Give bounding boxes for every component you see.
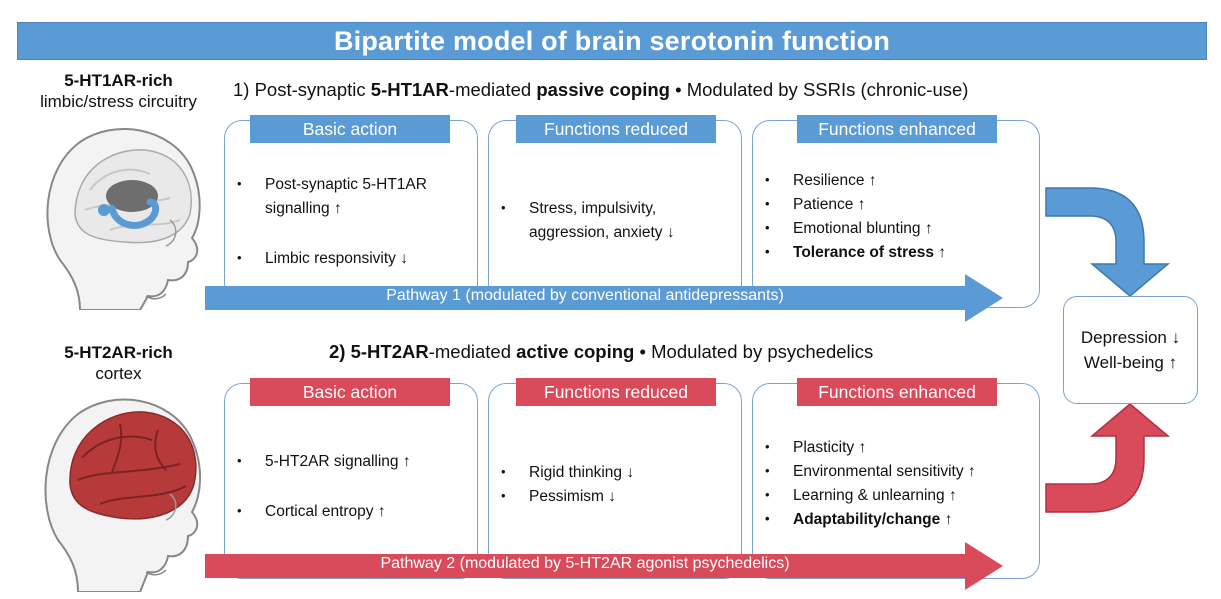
pathway-1-heading (233, 79, 968, 101)
list-item: • Resilience ↑ (765, 169, 1035, 193)
region-label-2-strong: 5-HT2AR-rich (64, 343, 173, 362)
pathway-2-heading-coping: active coping (516, 341, 635, 362)
pathway-1-heading-receptor: 5-HT1AR (370, 79, 449, 100)
pathway-2-functions-enhanced-title: Functions enhanced (797, 378, 997, 406)
pathway-2-arrow-label: Pathway 2 (modulated by 5-HT2AR agonist psychedelics) (380, 555, 790, 572)
list-item: • Pessimism ↓ (501, 485, 733, 509)
pathway-1-functions-reduced-title: Functions reduced (516, 115, 716, 143)
pathway-2-heading (329, 341, 873, 363)
pathway-2-functions-reduced-title: Functions reduced (516, 378, 716, 406)
diagram-title: Bipartite model of brain serotonin function (333, 25, 891, 56)
pathway-2-heading-mid: -mediated (428, 341, 517, 362)
pathway-2-heading-receptor: 2) 5-HT2AR (329, 341, 429, 362)
list-item: • Rigid thinking ↓ (501, 461, 733, 485)
list-item: • Cortical entropy ↑ (237, 500, 467, 524)
pathway-1-outcome-arrow (1040, 180, 1220, 300)
region-label-1-strong: 5-HT1AR-rich (64, 71, 173, 90)
pathway-2-basic-action-title: Basic action (250, 378, 450, 406)
pathway-1-functions-enhanced-list (765, 169, 1035, 265)
pathway-1-functions-reduced-list (501, 197, 733, 245)
list-item: • Tolerance of stress ↑ (765, 241, 1035, 265)
list-item: • Emotional blunting ↑ (765, 217, 1035, 241)
list-item: • Plasticity ↑ (765, 436, 1035, 460)
pathway-1-functions-enhanced-title: Functions enhanced (797, 115, 997, 143)
list-item: • Learning & unlearning ↑ (765, 484, 1035, 508)
pathway-2-basic-action-list (237, 450, 467, 524)
head-cortex-illustration (20, 380, 220, 592)
outcome-depression: Depression ↓ (1080, 328, 1181, 347)
diagram-title-bar (17, 22, 1207, 60)
list-item: • Adaptability/change ↑ (765, 508, 1035, 532)
pathway-2-functions-enhanced-list (765, 436, 1035, 532)
pathway-2-functions-reduced-list (501, 461, 733, 509)
pathway-2-heading-suffix: • Modulated by psychedelics (634, 341, 874, 362)
list-item: • Post-synaptic 5-HT1AR signalling ↑ (237, 173, 467, 221)
outcome-box (1063, 296, 1198, 404)
region-label-1 (6, 70, 231, 112)
pathway-2-outcome-arrow (1040, 402, 1220, 522)
pathway-1-arrow-label: Pathway 1 (modulated by conventional antidepressants) (386, 287, 784, 304)
pathway-1-heading-mid: -mediated (448, 79, 537, 100)
pathway-1-heading-suffix: • Modulated by SSRIs (chronic-use) (669, 79, 969, 100)
list-item: • Patience ↑ (765, 193, 1035, 217)
pathway-1-basic-action-list (237, 173, 467, 271)
pathway-1-heading-coping: passive coping (536, 79, 670, 100)
head-limbic-illustration (20, 110, 220, 310)
region-label-2 (6, 342, 231, 384)
list-item: • Environmental sensitivity ↑ (765, 460, 1035, 484)
outcome-well-being: Well-being ↑ (1083, 353, 1178, 372)
region-label-1-rest: limbic/stress circuitry (40, 92, 197, 111)
region-label-2-rest: cortex (95, 364, 142, 383)
pathway-1-basic-action-title: Basic action (250, 115, 450, 143)
list-item: • 5-HT2AR signalling ↑ (237, 450, 467, 474)
pathway-1-heading-prefix: 1) Post-synaptic (233, 79, 371, 100)
list-item: • Stress, impulsivity, aggression, anxiety ↓ (501, 197, 733, 245)
list-item: • Limbic responsivity ↓ (237, 247, 467, 271)
